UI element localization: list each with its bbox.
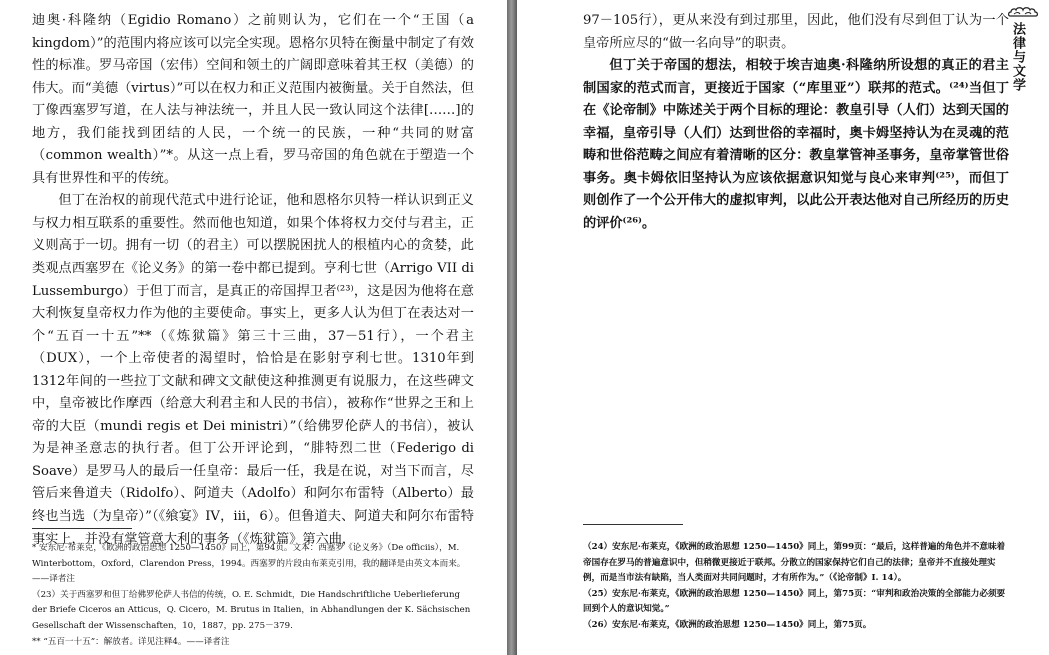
right-page <box>517 0 1049 655</box>
right-footnote-divider <box>583 524 683 525</box>
right-footnote-26: （26）安东尼·布莱克，《欧洲的政治思想 1250—1450》同上，第75页。 <box>583 619 872 630</box>
left-footnotes <box>32 541 474 650</box>
left-paragraph-1: 迪奥·科隆纳（Egidio Romano）之前则认为，它们在一个“王国（a kingdom）”的范围内将应该可以完全实现。恩格尔贝特在衡量中制定了有效性的标准。罗马帝国（宏伟）空间和领土的广阔即意味着其王权（美德）的伟大。而“美德（virtus）”可以在权力和正义范围内被衡量。关于自然法，但丁像西塞罗写道，在人法与神法统一，并且人民一致认同这个法律[……]的地方，我们能找到团结的人民，一个统一的民族，一种“共同的财富（common wealth）”*。从这一点上看，罗马帝国的角色就在于塑造一个具有世界性和平的传统。 <box>32 13 474 186</box>
left-paragraph-2: 但丁在治权的前现代范式中进行论证，他和恩格尔贝特一样认识到正义与权力相互联系的重要性。然而他也知道，如果个体将权力交付与君主，正义则高于一切。拥有一切（的君主）可以摆脱困扰人的根植内心的贪婪，此类观点西塞罗在《论义务》的第一卷中都已提到。亨利七世（Arrigo VII di Lussemburgo）于但丁而言，是真正的帝国捍卫者⁽²³⁾，这是因为他将在意大利恢复皇帝权力作为他的主要使命。事实上，更多人认为但丁在表达对一个“五百一十五”**（《炼狱篇》第三十三曲，37－51行），一个君主（DUX），一个上帝使者的渴望时，恰恰是在影射亨利七世。1310年到1312年间的一些拉丁文献和碑文文献使这种推测更有说服力，在这些碑文中，皇帝被比作摩西（给意大利君主和人民的书信），被称作“世界之王和上帝的大臣（mundi regis et Dei ministri）”（给佛罗伦萨人的书信），被认为是神圣意志的执行者。但丁公开评论到，“腓特烈二世（Federigo di Soave）是罗马人的最后一任皇帝：最后一任，我是在说，对当下而言，尽管后来鲁道夫（Ridolfo）、阿道夫（Adolfo）和阿尔布雷特（Alberto）最终也当选（为皇帝）”（《飨宴》IV，iii，6）。但鲁道夫、阿道夫和阿尔布雷特事实上，并没有掌管意大利的事务（《炼狱篇》第六曲， <box>32 193 474 547</box>
left-footnote-3: ** “五百一十五”：解放者。详见注释4。——译者注 <box>32 636 230 647</box>
left-body-text <box>32 10 474 551</box>
right-paragraph-2: 但丁关于帝国的想法，相较于埃吉迪奥·科隆纳所设想的真正的君主制国家的范式而言，更接近于国家（“库里亚”）联邦的范式。⁽²⁴⁾当但丁在《论帝制》中陈述关于两个目标的理论：教皇引导（人们）达到天国的幸福，皇帝引导（人们）达到世俗的幸福时，奥卡姆坚持认为在灵魂的范畴和世俗范畴之间应有着清晰的区分：教皇掌管神圣事务，皇帝掌管世俗事务。奥卡姆依旧坚持认为应该依据意识知觉与良心来审判⁽²⁵⁾，而但丁则创作了一个公开伟大的虚拟审判，以此公开表达他对自己所经历的历史的评价⁽²⁶⁾。 <box>583 58 1009 231</box>
left-footnote-divider <box>32 528 132 529</box>
left-footnote-1: * 安东尼·布莱克，《欧洲的政治思想 1250—1450》同上，第94页。文本：西塞罗《论义务》（De officiis），M. Winterbottom，Oxford，Clarendon Press，1994。西塞罗的片段由布莱克引用，我的翻译是由英文本而来。——译者注 <box>32 543 466 585</box>
right-paragraph-1: 97－105行），更从来没有到过那里，因此，他们没有尽到但丁认为一个皇帝所应尽的“做一名向导”的职责。 <box>583 13 1009 51</box>
book-spine-divider <box>507 0 517 655</box>
right-footnote-24: （24）安东尼·布莱克，《欧洲的政治思想 1250—1450》同上，第99页：“最后，这样普遍的角色并不意味着帝国存在罗马的普遍意识中，但稍微更接近于联邦。分散立的国家保持它们自己的法律；皇帝并不直接处理实例，而是当市法有缺陷，当人类面对共同问题时，才有所作为。”（《论帝制》I. 14）。 <box>583 542 1006 584</box>
running-head: 法律与文学 <box>1010 22 1025 92</box>
left-footnote-2: （23）关于西塞罗和但丁给佛罗伦萨人书信的传统，O. E. Schmidt，Die Handschriftliche Ueberlieferung der Briefe Ciceros an Atticus，Q. Cicero，M. Brutus in Italien，in Abhandlungen der K. Sächsischen Gesellschaft der Wissenschaften，10，1887，pp. 275－379. <box>32 589 471 631</box>
right-footnote-25: （25）安东尼·布莱克，《欧洲的政治思想 1250—1450》同上，第75页：“审判和政治决策的全部能力必须要回到个人的意识知觉。” <box>583 588 1006 615</box>
cloud-ornament-icon <box>1007 4 1041 20</box>
left-page <box>0 0 507 655</box>
right-body-text <box>583 10 1009 235</box>
right-footnotes <box>583 540 1009 634</box>
